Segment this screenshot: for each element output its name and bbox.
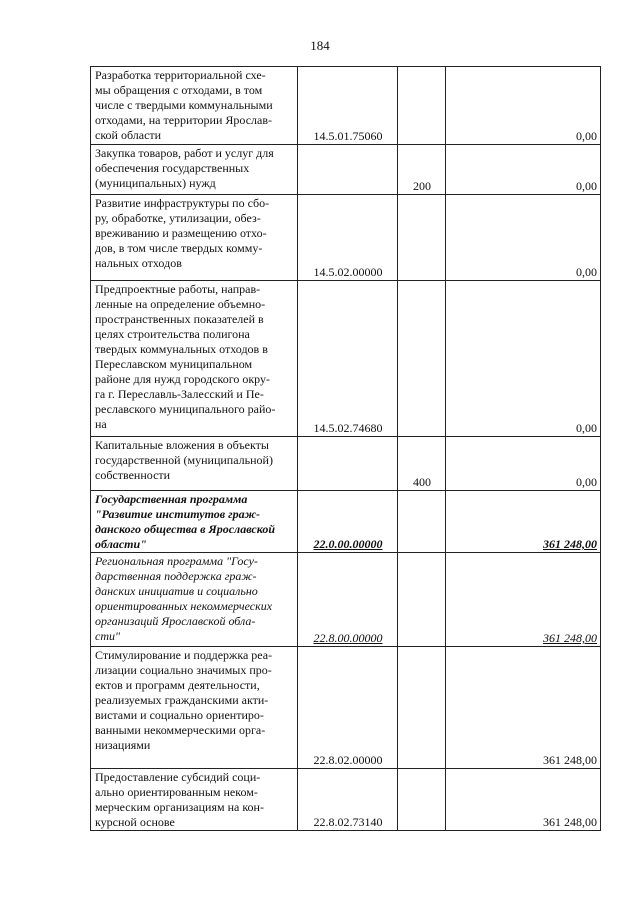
expense-type-code: 200 [398, 145, 446, 195]
row-name: Разработка территориальной схе- мы обращения с отходами, в том числе с твердыми коммунальными отходами, на территории Ярослав- ской области [91, 67, 298, 145]
table-row [91, 281, 601, 437]
target-article-code: 14.5.02.00000 [298, 195, 398, 281]
target-article-code: 14.5.02.74680 [298, 281, 398, 437]
budget-table [90, 66, 601, 831]
row-name: Капитальные вложения в объекты государственной (муниципальной) собственности [91, 437, 298, 491]
target-article-code: 22.8.00.00000 [298, 553, 398, 647]
target-article-code [298, 145, 398, 195]
expense-type-code [398, 195, 446, 281]
expense-type-code [398, 281, 446, 437]
table-row [91, 437, 601, 491]
row-name: Закупка товаров, работ и услуг для обеспечения государственных (муниципальных) нужд [91, 145, 298, 195]
row-name: Региональная программа "Госу- дарственная поддержка граж- данских инициатив и социально ориентированных некоммерческих организаций Ярославской обла- сти" [91, 553, 298, 647]
amount: 361 248,00 [446, 647, 601, 769]
expense-type-code [398, 553, 446, 647]
amount: 361 248,00 [446, 769, 601, 831]
amount: 361 248,00 [446, 491, 601, 553]
amount: 0,00 [446, 437, 601, 491]
target-article-code: 22.8.02.73140 [298, 769, 398, 831]
row-name: Предоставление субсидий соци- ально ориентированным неком- мерческим организациям на кон- курсной основе [91, 769, 298, 831]
table-row [91, 145, 601, 195]
row-name: Стимулирование и поддержка реа- лизации социально значимых про- ектов и программ деятельности, реализуемых гражданскими акти- вистами и социально ориентиро- ванными некоммерческими орга- низациями [91, 647, 298, 769]
row-name: Предпроектные работы, направ- ленные на определение объемно- пространственных показателей в целях строительства полигона твердых коммунальных отходов в Переславском муниципальном районе для нужд городского окру- га г. Переславль-Залесский и Пе- реславского муниципального райо- на [91, 281, 298, 437]
table-row [91, 647, 601, 769]
table-row [91, 769, 601, 831]
row-name: Развитие инфраструктуры по сбо- ру, обработке, утилизации, обез- вреживанию и размещению отхо- дов, в том числе твердых комму- нальных отходов [91, 195, 298, 281]
target-article-code: 22.8.02.00000 [298, 647, 398, 769]
target-article-code: 22.0.00.00000 [298, 491, 398, 553]
amount: 361 248,00 [446, 553, 601, 647]
row-name: Государственная программа "Развитие институтов граж- данского общества в Ярославской области" [91, 491, 298, 553]
amount: 0,00 [446, 281, 601, 437]
table-row [91, 195, 601, 281]
expense-type-code [398, 769, 446, 831]
expense-type-code [398, 491, 446, 553]
amount: 0,00 [446, 145, 601, 195]
target-article-code [298, 437, 398, 491]
expense-type-code [398, 647, 446, 769]
expense-type-code [398, 67, 446, 145]
table-row [91, 553, 601, 647]
expense-type-code: 400 [398, 437, 446, 491]
target-article-code: 14.5.01.75060 [298, 67, 398, 145]
amount: 0,00 [446, 195, 601, 281]
table-row [91, 491, 601, 553]
table-row [91, 67, 601, 145]
page-number: 184 [310, 38, 330, 53]
amount: 0,00 [446, 67, 601, 145]
